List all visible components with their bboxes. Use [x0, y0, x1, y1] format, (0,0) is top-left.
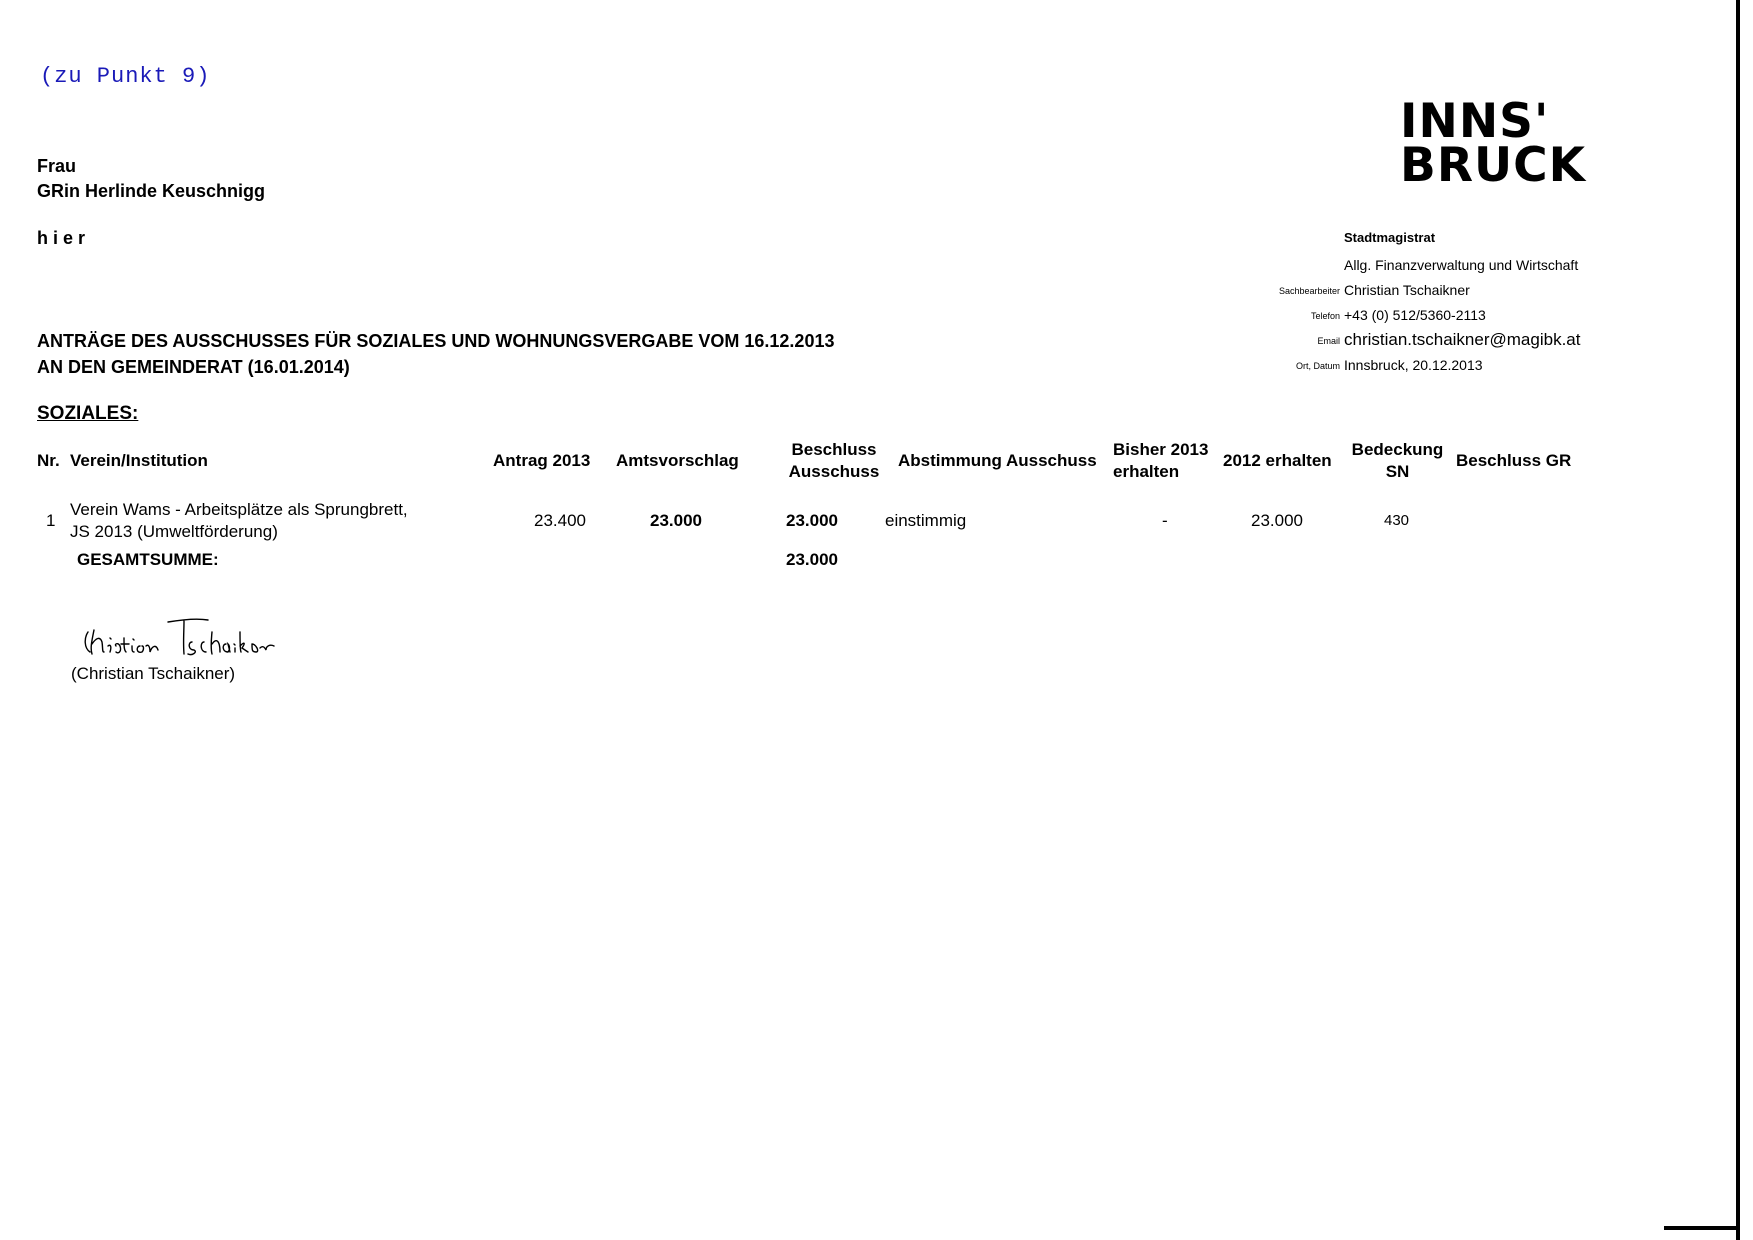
sender-field-label: Sachbearbeiter — [1278, 286, 1340, 296]
agenda-reference: (zu Punkt 9) — [40, 64, 211, 89]
header-abstimmung: Abstimmung Ausschuss — [898, 451, 1097, 470]
header-verein: Verein/Institution — [70, 451, 208, 470]
logo-line-2: BRUCK — [1400, 138, 1587, 193]
total-label: GESAMTSUMME: — [77, 550, 219, 569]
sender-field — [1240, 307, 1753, 327]
cell-nr: 1 — [46, 511, 56, 530]
document-subject — [37, 328, 834, 380]
page-border-bottom — [1664, 1226, 1740, 1230]
sender-field-label: Ort, Datum — [1295, 361, 1340, 371]
cell-antrag: 23.400 — [534, 511, 586, 530]
recipient-location: hier — [37, 228, 91, 248]
header-beschluss-ausschuss-line-1: Beschluss — [791, 440, 877, 459]
sender-field-value: Christian Tschaikner — [1344, 282, 1470, 298]
logo-line-1: INNS' — [1400, 94, 1550, 149]
total-value: 23.000 — [786, 550, 838, 569]
cell-verein-line-1: Verein Wams - Arbeitsplätze als Sprungbrett, — [70, 500, 408, 519]
innsbruck-logo — [1400, 94, 1587, 193]
header-beschluss-ausschuss-line-2: Ausschuss — [788, 462, 880, 481]
recipient-salutation: Frau — [37, 156, 77, 176]
cell-verein — [70, 499, 408, 543]
header-beschluss-gr: Beschluss GR — [1456, 451, 1572, 470]
recipient-block — [37, 154, 265, 204]
cell-amtsvorschlag: 23.000 — [650, 511, 702, 530]
recipient-name: GRin Herlinde Keuschnigg — [37, 181, 266, 201]
page-border-right — [1736, 0, 1740, 1240]
header-2012-erhalten: 2012 erhalten — [1223, 451, 1332, 470]
header-bedeckung — [1345, 439, 1450, 483]
sender-field — [1240, 332, 1753, 352]
subject-line-2: AN DEN GEMEINDERAT (16.01.2014) — [37, 357, 350, 377]
header-bisher — [1113, 439, 1208, 483]
handwritten-signature — [80, 602, 280, 667]
sender-field-label: Email — [1317, 336, 1340, 346]
sender-field-value: Innsbruck, 20.12.2013 — [1344, 357, 1483, 373]
subject-line-1: ANTRÄGE DES AUSSCHUSSES FÜR SOZIALES UND WOHNUNGSVERGABE VOM 16.12.2013 — [37, 331, 835, 351]
sender-department: Allg. Finanzverwaltung und Wirtschaft — [1344, 257, 1579, 273]
header-antrag: Antrag 2013 — [493, 451, 591, 470]
cell-beschluss-ausschuss: 23.000 — [786, 511, 838, 530]
cell-bisher: - — [1162, 511, 1168, 530]
header-beschluss-ausschuss — [784, 439, 884, 483]
sender-field — [1240, 282, 1753, 302]
header-bisher-line-1: Bisher 2013 — [1113, 440, 1209, 459]
cell-bedeckung: 430 — [1384, 512, 1410, 529]
sender-org: Stadtmagistrat — [1344, 230, 1436, 245]
section-title: SOZIALES: — [37, 403, 139, 424]
signatory-name: (Christian Tschaikner) — [71, 664, 236, 683]
sender-field — [1240, 357, 1753, 377]
cell-verein-line-2: JS 2013 (Umweltförderung) — [70, 522, 278, 541]
header-bedeckung-line-2: SN — [1385, 462, 1410, 481]
header-bisher-line-2: erhalten — [1113, 462, 1180, 481]
header-amtsvorschlag: Amtsvorschlag — [616, 451, 739, 470]
header-nr: Nr. — [37, 451, 60, 470]
sender-field-value: +43 (0) 512/5360-2113 — [1344, 307, 1486, 323]
cell-abstimmung: einstimmig — [885, 511, 967, 530]
sender-email: christian.tschaikner@magibk.at — [1344, 330, 1581, 349]
signature-drawing — [80, 602, 280, 662]
header-bedeckung-line-1: Bedeckung — [1351, 440, 1444, 459]
cell-2012-erhalten: 23.000 — [1251, 511, 1303, 530]
sender-field-label: Telefon — [1310, 311, 1340, 321]
